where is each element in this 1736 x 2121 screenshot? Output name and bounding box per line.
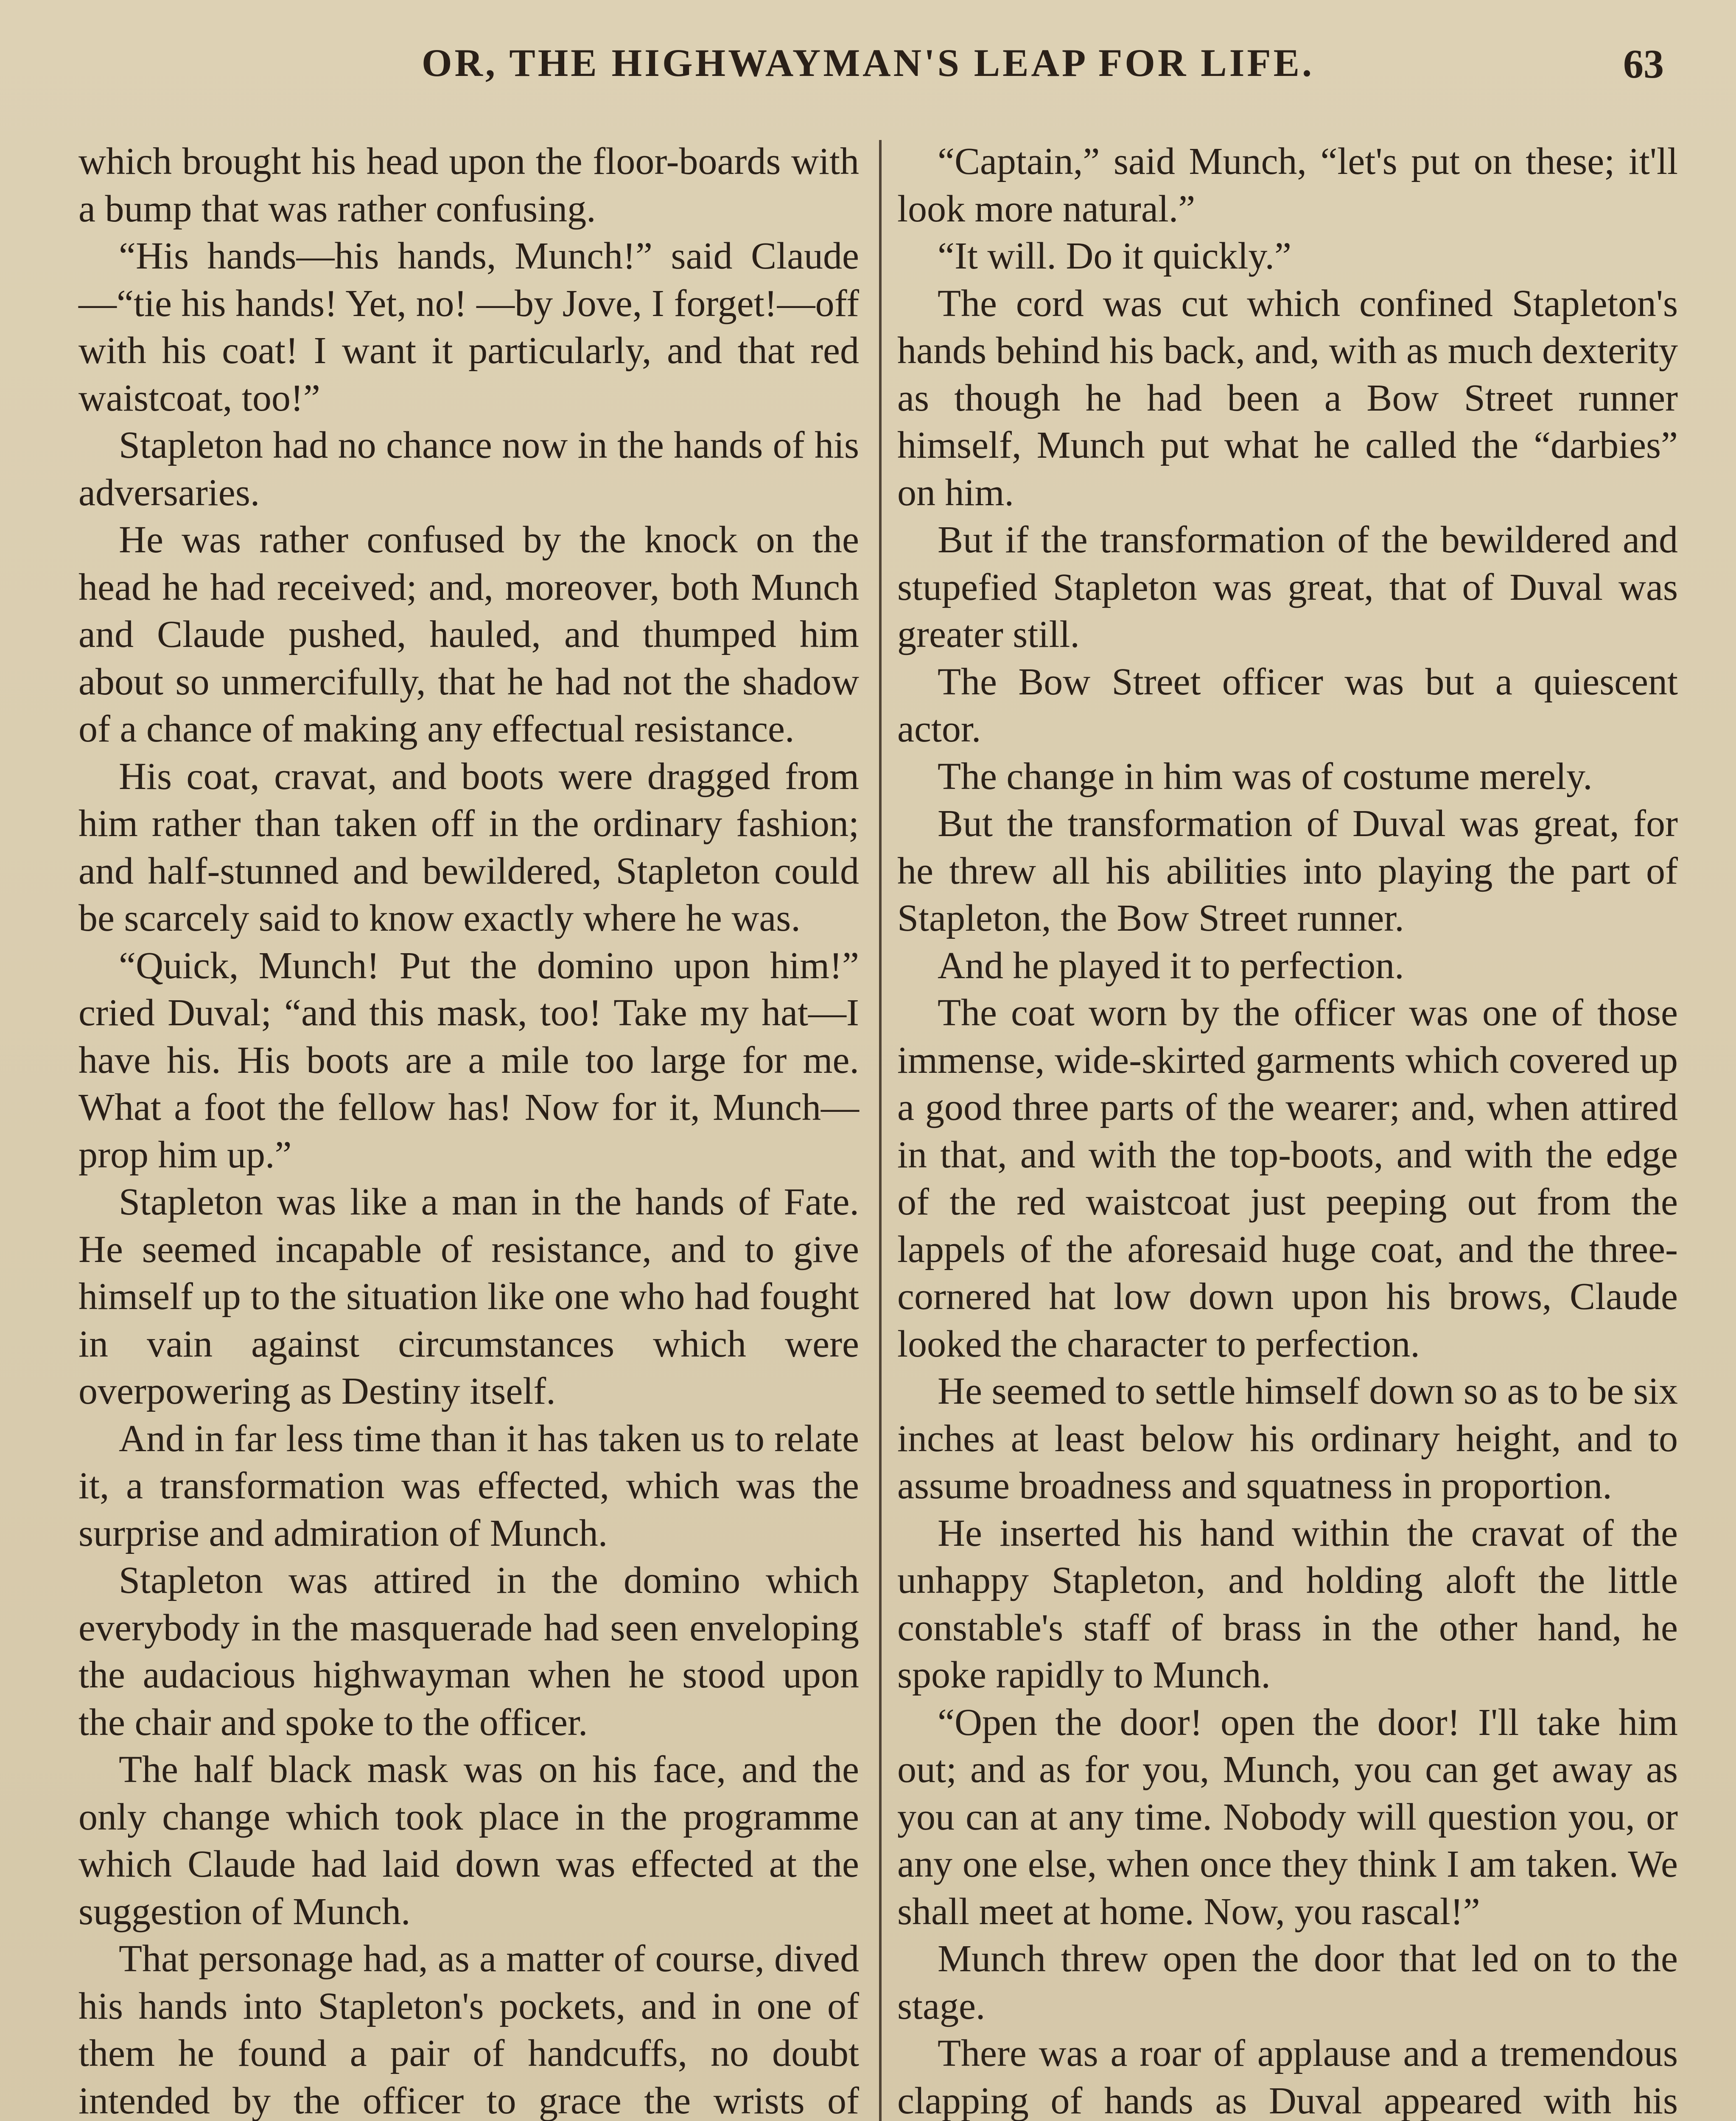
paragraph: That personage had, as a matter of course, dived his hands into Stapleton's pockets, and in one of them he found a pair of handcuffs, no doubt intended by the officer to grace the wrists of <box>78 1938 859 2121</box>
paragraph: There was a roar of applause and a tremendous clapping of hands as Duval appeared with his <box>897 2032 1678 2121</box>
paragraph: The cord was cut which confined Stapleton's hands behind his back, and, with as much dexterity as though he had been a Bow Street runner himself, Munch put what he called the “darbies” on him. <box>897 282 1678 514</box>
paragraph: “His hands—his hands, Munch!” said Claude—“tie his hands! Yet, no! —by Jove, I forget!—off with his coat! I want it particularly, and that red waistcoat, too!” <box>78 235 859 419</box>
page-header <box>0 40 1736 100</box>
paragraph: He seemed to settle himself down so as to be six inches at least below his ordinary height, and to assume broadness and squatness in proportion. <box>897 1370 1678 1507</box>
paragraph: The half black mask was on his face, and the only change which took place in the programme which Claude had laid down was effected at the suggestion of Munch. <box>78 1749 859 1933</box>
paragraph: His coat, cravat, and boots were dragged from him rather than taken off in the ordinary fashion; and half-stunned and bewildered, Stapleton could be scarcely said to know exactly where he was. <box>78 755 859 939</box>
paragraph: Munch threw open the door that led on to the stage. <box>897 1938 1678 2027</box>
right-text-column <box>897 138 1678 2121</box>
running-head: OR, THE HIGHWAYMAN'S LEAP FOR LIFE. <box>422 41 1314 84</box>
column-divider <box>879 140 882 2121</box>
paragraph: The Bow Street officer was but a quiescent actor. <box>897 660 1678 750</box>
paragraph: And in far less time than it has taken us to relate it, a transformation was effected, which was the surprise and admiration of Munch. <box>78 1417 859 1554</box>
paragraph: “Open the door! open the door! I'll take him out; and as for you, Munch, you can get away as you can at any time. Nobody will question you, or any one else, when once they think I am taken. We shall meet at home. Now, you rascal!” <box>897 1701 1678 1933</box>
paragraph: The coat worn by the officer was one of those immense, wide-skirted garments which covered up a good three parts of the wearer; and, when attired in that, and with the top-boots, and with the edge of the red waistcoat just peeping out from the lappels of the aforesaid huge coat, and the three-cornered hat low down upon his brows, Claude looked the character to perfection. <box>897 992 1678 1365</box>
paragraph: “Captain,” said Munch, “let's put on these; it'll look more natural.” <box>897 140 1678 230</box>
paragraph: which brought his head upon the floor-boards with a bump that was rather confusing. <box>78 140 859 230</box>
paragraph: But if the transformation of the bewildered and stupefied Stapleton was great, that of Duval was greater still. <box>897 519 1678 655</box>
paragraph: Stapleton was like a man in the hands of Fate. He seemed incapable of resistance, and to give himself up to the situation like one who had fought in vain against circumstances which were overpowering as Destiny itself. <box>78 1181 859 1412</box>
paragraph: The change in him was of costume merely. <box>938 755 1593 797</box>
paragraph: “Quick, Munch! Put the domino upon him!” cried Duval; “and this mask, too! Take my hat—I have his. His boots are a mile too large for me. What a foot the fellow has! Now for it, Munch—prop him up.” <box>78 944 859 1176</box>
page-number: 63 <box>1623 41 1664 87</box>
paragraph: And he played it to perfection. <box>938 944 1404 987</box>
paragraph: “It will. Do it quickly.” <box>938 235 1291 277</box>
paragraph: He was rather confused by the knock on the head he had received; and, moreover, both Munch and Claude pushed, hauled, and thumped him about so unmercifully, that he had not the shadow of a chance of making any effectual resistance. <box>78 519 859 750</box>
left-text-column <box>78 138 859 2121</box>
paragraph: Stapleton had no chance now in the hands of his adversaries. <box>78 424 859 514</box>
paragraph: Stapleton was attired in the domino which everybody in the masquerade had seen enveloping the audacious highwayman when he stood upon the chair and spoke to the officer. <box>78 1559 859 1743</box>
paragraph: But the transformation of Duval was great, for he threw all his abilities into playing the part of Stapleton, the Bow Street runner. <box>897 803 1678 939</box>
paragraph: He inserted his hand within the cravat of the unhappy Stapleton, and holding aloft the little constable's staff of brass in the other hand, he spoke rapidly to Munch. <box>897 1512 1678 1696</box>
